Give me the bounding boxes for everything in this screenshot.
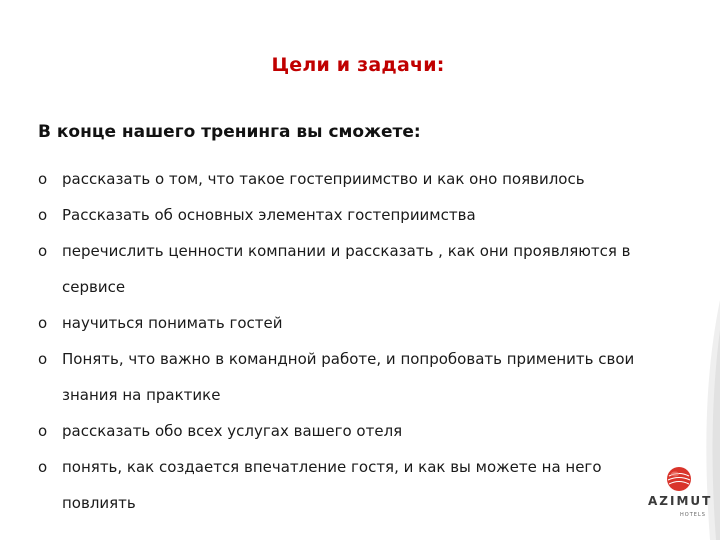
globe-icon (666, 466, 692, 492)
logo-text: AZIMUT (648, 494, 713, 508)
list-item-text: понять, как создается впечатление гостя, и как вы можете на него (62, 458, 602, 476)
bullet-icon: o (38, 314, 48, 332)
list-item-text-continued: знания на практике (62, 386, 221, 404)
list-item (38, 413, 688, 449)
bullet-icon: o (38, 422, 48, 440)
list-item (38, 197, 688, 233)
bullet-icon: o (38, 350, 48, 368)
list-item (38, 161, 688, 197)
list-item (38, 449, 688, 521)
list-item-text: Рассказать об основных элементах гостеприимства (62, 206, 476, 224)
azimut-logo (640, 466, 720, 526)
list-item (38, 233, 688, 305)
bullet-icon: o (38, 170, 48, 188)
logo-subtext: HOTELS (680, 512, 706, 518)
list-item-text: рассказать обо всех услугах вашего отеля (62, 422, 403, 440)
bullet-icon: o (38, 206, 48, 224)
list-item-text: научиться понимать гостей (62, 314, 283, 332)
bullet-icon: o (38, 242, 48, 260)
slide-title-text: Цели и задачи: (271, 54, 445, 76)
bullet-icon: o (38, 458, 48, 476)
list-item-text-continued: повлиять (62, 494, 136, 512)
list-item (38, 305, 688, 341)
list-item-text: перечислить ценности компании и рассказать , как они проявляются в (62, 242, 631, 260)
list-item-text: рассказать о том, что такое гостеприимство и как оно появилось (62, 170, 585, 188)
goals-list (38, 161, 688, 521)
intro-heading: В конце нашего тренинга вы сможете: (38, 122, 421, 142)
slide-title (0, 54, 720, 76)
list-item-text-continued: сервисе (62, 278, 126, 296)
list-item-text: Понять, что важно в командной работе, и попробовать применить свои (62, 350, 635, 368)
list-item (38, 341, 688, 413)
